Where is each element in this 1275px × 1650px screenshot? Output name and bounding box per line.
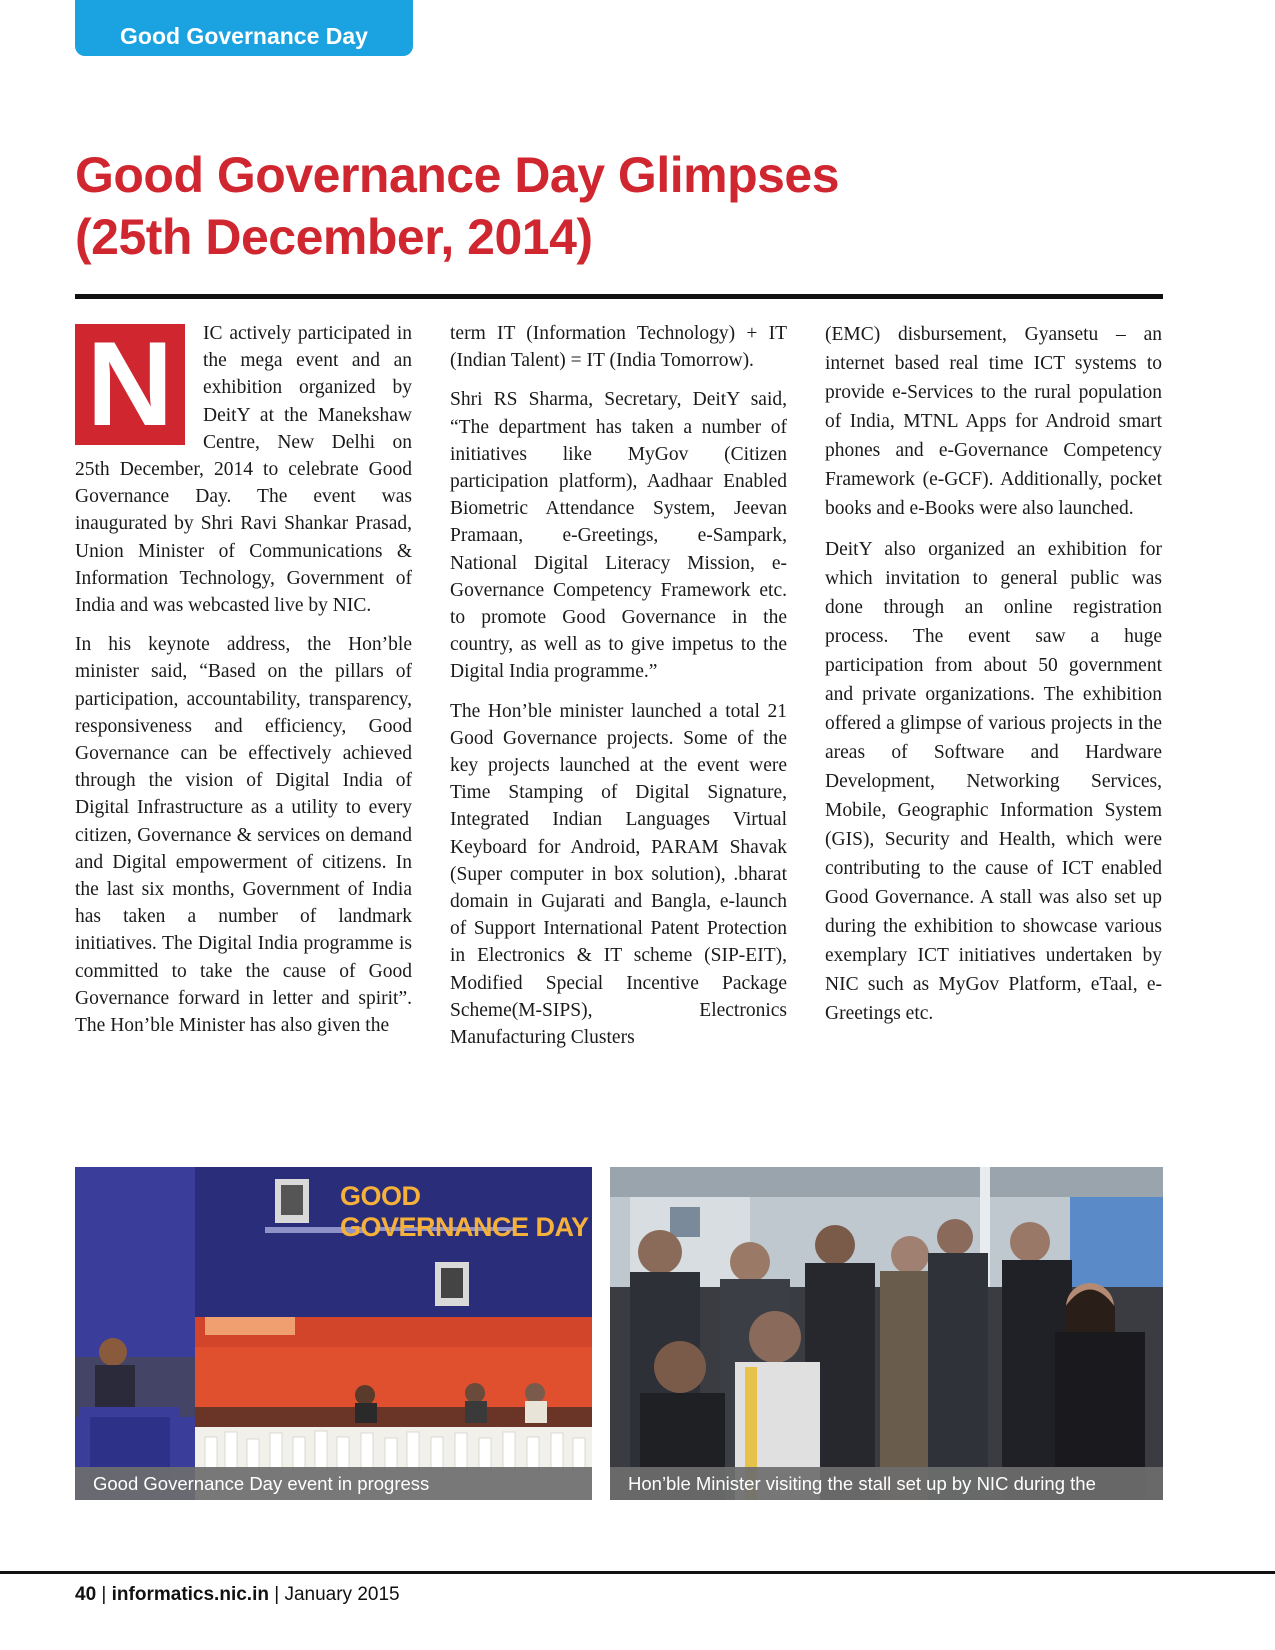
page-title-line-1: Good Governance Day Glimpses xyxy=(75,147,840,203)
footer-divider xyxy=(0,1571,1275,1574)
page-title-line-2: (25th December, 2014) xyxy=(75,209,593,265)
banner-title: GOOD GOVERNANCE DAY xyxy=(340,1181,589,1242)
exhibition-crowd-illustration xyxy=(610,1167,1163,1500)
article-paragraph: The Hon’ble minister launched a total 21 Good Governance projects. Some of the key projects launched at the event were Time Stamping of Digital Signature, Integrated Indian Languages Virtual Keyboard for Android, PARAM Shavak (Super computer in box solution), .bharat domain in Gujarati and Bangla, e-launch of Support International Patent Protection in Electronics & IT scheme (SIP-EIT), Modified Special Incentive Package Scheme(M-SIPS), Electronics Manufacturing Clusters xyxy=(450,700,787,1049)
article-paragraph: Shri RS Sharma, Secretary, DeitY said, “The department has taken a number of initiatives like MyGov (Citizen participation platform), Aadhaar Enabled Biometric Attendance System, Jeevan Pramaan, e-Greetings, e-Sampark, National Digital Literacy Mission, e-Governance Competency Framework etc. to promote Good Governance in the country, as well as to give impetus to the Digital India programme.” xyxy=(450,389,787,683)
section-tab: Good Governance Day xyxy=(75,0,413,56)
article-column-1 xyxy=(75,317,412,1150)
article-paragraph: term IT (Information Technology) + IT (Indian Talent) = IT (India Tomorrow). xyxy=(450,323,787,372)
title-divider xyxy=(75,294,1163,299)
drop-cap: N xyxy=(75,324,185,445)
issue-date: January 2015 xyxy=(284,1584,400,1605)
photo-caption: Good Governance Day event in progress xyxy=(75,1467,592,1500)
event-stage-photo xyxy=(75,1167,592,1500)
page-number: 40 xyxy=(75,1584,97,1605)
photo-caption: Hon’ble Minister visiting the stall set up by NIC during the exhibition xyxy=(610,1467,1163,1500)
page-title xyxy=(75,144,1175,268)
footer-site-link[interactable]: informatics.nic.in xyxy=(111,1584,269,1605)
exhibition-stall-photo xyxy=(610,1167,1163,1527)
article-column-3 xyxy=(825,320,1162,1150)
article-column-2 xyxy=(450,320,787,1150)
article-paragraph: DeitY also organized an exhibition for which invitation to general public was done through an online registration process. The event saw a huge participation from about 50 government and private organizations. The exhibition offered a glimpse of various projects in the areas of Software and Hardware Development, Networking Services, Mobile, Geographic Information System (GIS), Security and Health, which were contributing to the cause of ICT enabled Good Governance. A stall was also set up during the exhibition to showcase various exemplary ICT initiatives undertaken by NIC such as MyGov Platform, eTaal, e-Greetings etc. xyxy=(825,539,1162,1024)
article-paragraph: (EMC) disbursement, Gyansetu – an internet based real time ICT systems to provide e-Services to the rural population of India, MTNL Apps for Android smart phones and e-Governance Competency Framework (e-GCF). Additionally, pocket books and e-Books were also launched. xyxy=(825,324,1162,519)
page-footer: 40 | informatics.nic.in | January 2015 xyxy=(75,1584,400,1605)
article-paragraph: In his keynote address, the Hon’ble minister said, “Based on the pillars of participation, accountability, transparency, responsiveness and efficiency, Good Governance can be effectively achieved through the vision of Digital India of Digital Infrastructure as a utility to every citizen, Governance & services on demand and Digital empowerment of citizens. In the last six months, Government of India has taken a number of landmark initiatives. The Digital India programme is committed to take the cause of Good Governance forward in letter and spirit”. The Hon’ble Minister has also given the xyxy=(75,634,412,1037)
article-paragraph: IC actively participated in the mega event and an exhibition organized by DeitY at the Manekshaw Centre, New Delhi on 25th December, 2014 to celebrate Good Governance Day. The event was inaugurated by Shri Ravi Shankar Prasad, Union Minister of Communications & Information Technology, Government of India and was webcasted live by NIC. xyxy=(75,323,412,617)
